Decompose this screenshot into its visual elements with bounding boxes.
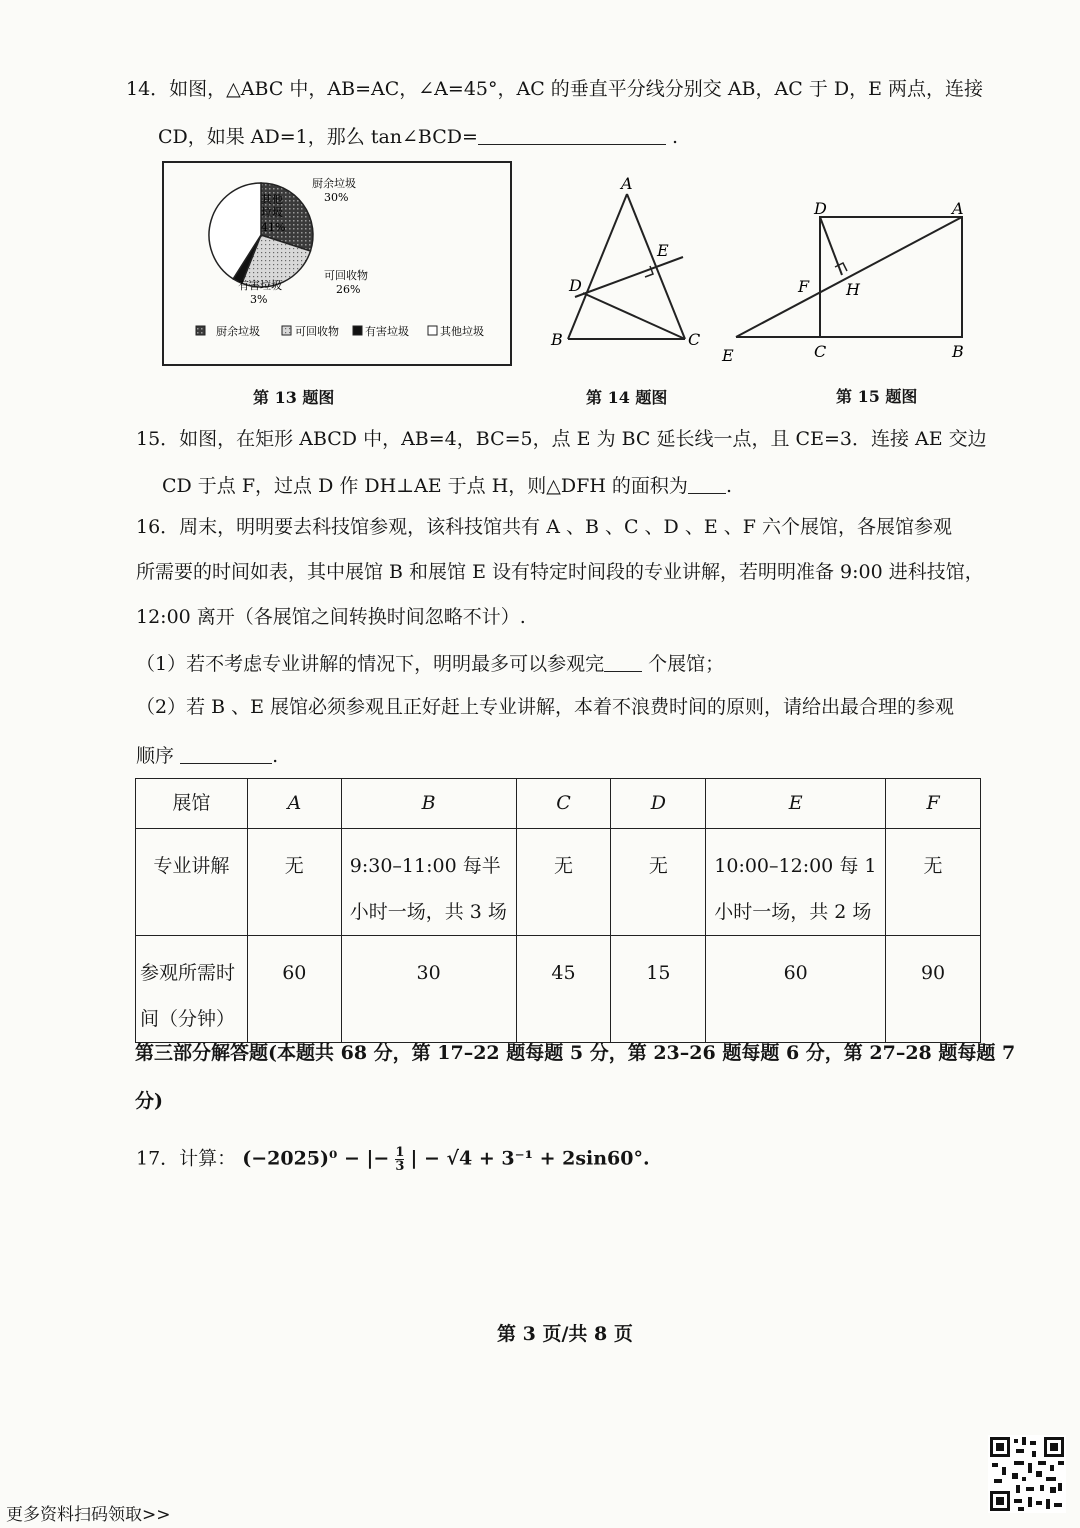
q16-part1-end: 个展馆； [648,653,725,675]
fig14-caption: 第 14 题图 [586,388,668,407]
frac-denominator: 3 [395,1159,405,1174]
q15-line2 [162,475,732,496]
pct-harmful: 3% [250,293,268,306]
header-cell: A [247,779,341,829]
table-cell: 无 [516,829,611,936]
row-label: 专业讲解 [136,829,248,936]
q16-part1-blank [604,653,642,672]
point-H: H [846,280,860,299]
q16-part2-text: 顺序 [136,745,175,767]
header-cell: B [341,779,516,829]
table-header-row [136,779,981,829]
fig13-caption: 第 13 题图 [253,388,335,407]
q16-part2-line2 [136,745,278,766]
fig15-rectangle [718,195,973,365]
table-row [136,829,981,936]
qr-code-icon[interactable] [988,1435,1066,1513]
point-B: B [952,342,964,361]
legend-swatch-recyclable [282,326,291,335]
q17-prefix: 17．计算： [136,1147,237,1170]
legend-kitchen: 厨余垃圾 [216,325,260,338]
edge-AB [568,194,627,339]
part3-heading-line2: 分) [135,1090,163,1112]
q14-text: CD，如果 AD=1，那么 tan∠BCD= [158,126,478,148]
q14-answer-blank [478,126,666,145]
q16-line1: 16．周末，明明要去科技馆参观，该科技馆共有 A 、B 、C 、D 、E 、F 六个展馆，各展馆参观 [136,516,952,538]
header-cell: 展馆 [136,779,248,829]
fig15-caption: 第 15 题图 [836,387,918,406]
point-C: C [814,342,827,361]
promo-text: 更多资料扫码领取>> [6,1505,171,1525]
table-cell: 无 [247,829,341,936]
table-cell: 60 [247,936,341,1043]
table-cell: 无 [886,829,981,936]
table-cell: 9:30–11:00 每半小时一场，共 3 场 [341,829,516,936]
q14-end: . [672,126,679,148]
q14-line1: 14．如图，△ABC 中，AB=AC，∠A=45°，AC 的垂直平分线分别交 AB，AC 于 D，E 两点，连接 [126,78,984,100]
label-recyclable: 可回收物 [324,269,368,282]
point-D: D [814,199,827,218]
q17-expr-a: (−2025)⁰ − |− [242,1147,390,1170]
point-E: E [657,241,669,260]
point-E: E [722,346,734,365]
segment-DH [820,217,842,275]
q17 [136,1146,650,1173]
fig14-triangle [545,172,705,357]
legend-recyclable: 可回收物 [295,325,339,338]
pct-recyclable: 26% [336,283,361,296]
header-cell: C [516,779,611,829]
q17-expr-b: | − √4 + 3⁻¹ + 2sin60°. [410,1147,650,1170]
table-cell: 90 [886,936,981,1043]
frac-numerator: 1 [395,1145,405,1160]
q16-part1 [136,653,724,674]
q16-part2-blank [180,745,272,764]
q17-fraction [395,1146,404,1173]
pct-kitchen: 30% [324,191,349,204]
label-kitchen: 厨余垃圾 [312,177,356,190]
exhibition-table [135,778,981,1043]
label-harmful: 有害垃圾 [238,279,282,292]
table-cell: 10:00–12:00 每 1 小时一场，共 2 场 [706,829,886,936]
part3-heading-line1: 第三部分解答题(本题共 68 分，第 17–22 题每题 5 分，第 23–26 题每题 6 分，第 27–28 题每题 7 [135,1042,1016,1064]
point-F: F [798,277,810,296]
row-label: 参观所需时间（分钟） [136,936,248,1043]
table-cell: 45 [516,936,611,1043]
legend-swatch-kitchen [196,326,205,335]
q16-part1-text: （1）若不考虑专业讲解的情况下，明明最多可以参观完 [136,653,605,675]
header-cell: D [611,779,706,829]
pct-other: 41% [261,221,286,234]
point-C: C [688,330,701,349]
table-cell: 无 [611,829,706,936]
q15-text: CD 于点 F，过点 D 作 DH⊥AE 于点 H，则△DFH 的面积为 [162,475,688,497]
table-row [136,936,981,1043]
legend-swatch-harmful [353,326,362,335]
segment-AE [736,217,962,337]
point-B: B [551,330,563,349]
point-A: A [952,199,964,218]
label-other-2: 垃圾 [261,206,283,219]
q15-end: . [725,475,732,497]
header-cell: E [706,779,886,829]
label-other-1: 其他 [261,193,283,206]
q16-line3: 12:00 离开（各展馆之间转换时间忽略不计）. [136,606,526,628]
point-A: A [621,174,633,193]
table-cell: 15 [611,936,706,1043]
table-cell: 30 [341,936,516,1043]
q16-part2: （2）若 B 、E 展馆必须参观且正好赶上专业讲解，本着不浪费时间的原则，请给出最合理的参观 [136,696,955,718]
legend-other: 其他垃圾 [440,325,484,338]
q16-line2: 所需要的时间如表，其中展馆 B 和展馆 E 设有特定时间段的专业讲解，若明明准备 9:00 进科技馆， [136,561,984,583]
rectangle-ABCD [820,217,962,337]
header-cell: F [886,779,981,829]
legend-swatch-other [428,326,437,335]
point-D: D [569,276,582,295]
fig13-pie-chart [162,161,512,366]
q16-part2-end: . [272,745,279,767]
page-number: 第 3 页/共 8 页 [497,1323,633,1345]
legend-harmful: 有害垃圾 [365,325,409,338]
fig13-svg [164,163,510,364]
q14-line2 [158,126,678,147]
q15-line1: 15．如图，在矩形 ABCD 中，AB=4，BC=5，点 E 为 BC 延长线一点，且 CE=3．连接 AE 交边 [136,428,987,450]
q15-answer-blank [688,475,726,494]
table-cell: 60 [706,936,886,1043]
